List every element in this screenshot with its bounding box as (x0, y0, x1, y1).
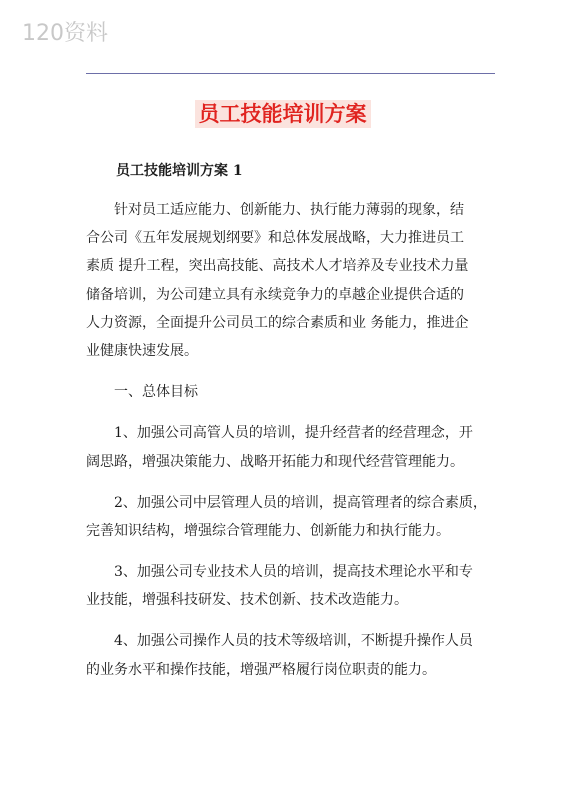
text-line: 4、加强公司操作人员的技术等级培训，不断提升操作人员 (86, 633, 473, 650)
spacer (86, 185, 486, 196)
spacer (86, 614, 486, 627)
spacer (86, 406, 486, 419)
paragraph-goal-4 (86, 627, 486, 683)
paragraph-goal-2 (86, 489, 486, 545)
text-line: 1、加强公司高管人员的培训，提升经营者的经营理念，开 (86, 425, 473, 442)
spacer (86, 476, 486, 489)
text-line: 一、总体目标 (86, 384, 198, 401)
document-body (86, 157, 486, 684)
spacer (86, 545, 486, 558)
document-title (0, 91, 565, 129)
document-title-text: 员工技能培训方案 (195, 100, 371, 128)
text-line: 素质 提升工程，突出高技能、高技术人才培养及专业技术力量 (86, 258, 469, 275)
text-line: 完善知识结构，增强综合管理能力、创新能力和执行能力。 (86, 522, 450, 539)
text-line: 储备培训，为公司建立具有永续竞争力的卓越企业提供合适的 (86, 286, 464, 303)
paragraph-goal-1 (86, 419, 486, 475)
text-line: 2、加强公司中层管理人员的培训，提高管理者的综合素质， (86, 494, 487, 511)
text-line: 人力资源，全面提升公司员工的综合素质和业 务能力，推进企 (86, 314, 469, 331)
text-line: 3、加强公司专业技术人员的培训，提高技术理论水平和专 (86, 564, 473, 581)
header-divider (86, 73, 495, 74)
paragraph-intro (86, 196, 486, 365)
section-heading (86, 378, 486, 406)
text-line: 针对员工适应能力、创新能力、执行能力薄弱的现象，结 (86, 202, 464, 218)
text-line: 的业务水平和操作技能，增强严格履行岗位职责的能力。 (86, 661, 436, 678)
paragraph-goal-3 (86, 558, 486, 614)
text-line: 业健康快速发展。 (86, 342, 198, 359)
text-line: 阔思路，增强决策能力、战略开拓能力和现代经营管理能力。 (86, 453, 464, 470)
watermark-logo: 120资料 (22, 21, 108, 46)
section-subtitle: 员工技能培训方案 1 (116, 163, 243, 179)
spacer (86, 365, 486, 378)
text-line: 业技能，增强科技研发、技术创新、技术改造能力。 (86, 592, 408, 609)
text-line: 合公司《五年发展规划纲要》和总体发展战略，大力推进员工 (86, 230, 464, 247)
